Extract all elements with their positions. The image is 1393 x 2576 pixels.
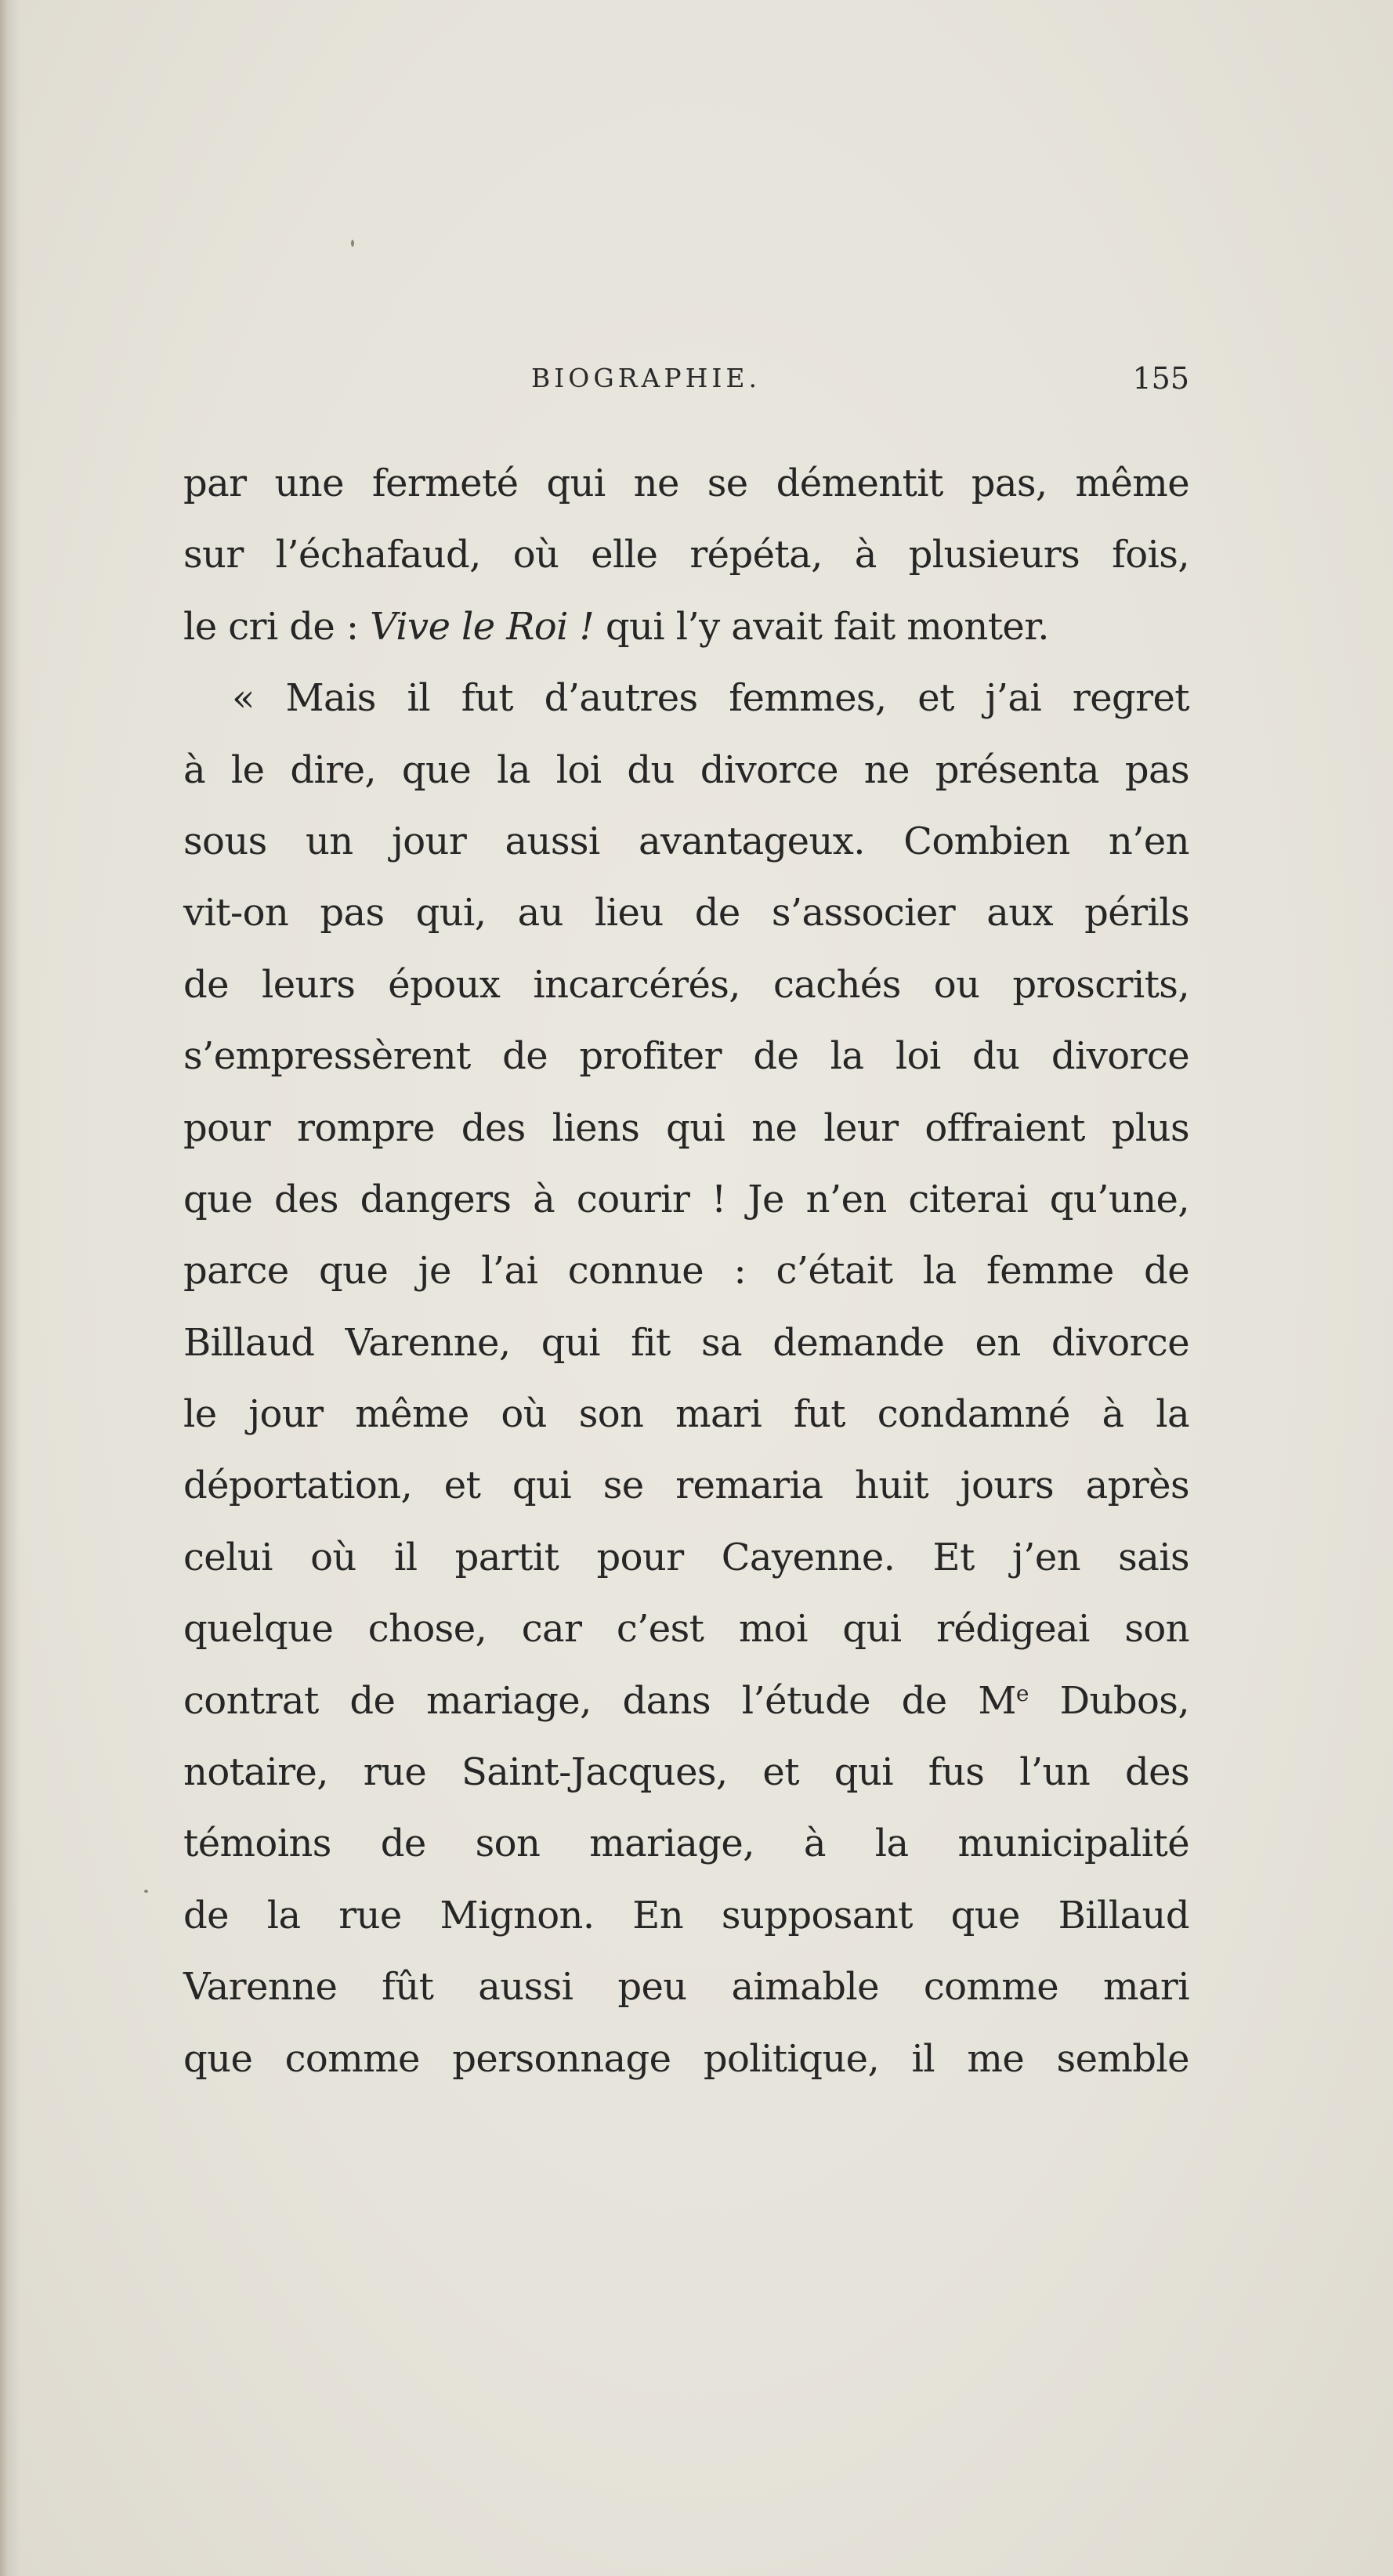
- text-line: de la rue Mignon. En supposant que Billaud: [183, 1893, 1189, 1937]
- running-title: BIOGRAPHIE.: [531, 363, 761, 393]
- text-line: quelque chose, car c’est moi qui rédigeai son: [183, 1607, 1189, 1652]
- text-line: de leurs époux incarcérés, cachés ou proscrits,: [183, 962, 1189, 1007]
- text-line: [183, 592, 1189, 663]
- text-line: que comme personnage politique, il me semble: [183, 2036, 1189, 2081]
- running-head: [183, 355, 1189, 402]
- text-line: déportation, et qui se remaria huit jours après: [183, 1463, 1189, 1508]
- text-line: à le dire, que la loi du divorce ne présenta pas: [183, 747, 1189, 792]
- italic-phrase: Vive le Roi !: [370, 604, 595, 649]
- text-line: pour rompre des liens qui ne leur offraient plus: [183, 1105, 1189, 1150]
- text-line: sur l’échafaud, où elle répéta, à plusieurs fois,: [183, 533, 1189, 577]
- page-number: 155: [1132, 361, 1189, 396]
- text-line: vit-on pas qui, au lieu de s’associer aux périls: [183, 891, 1189, 935]
- text-segment: contrat de mariage, dans l’étude de M: [183, 1678, 1016, 1723]
- text-line: s’empressèrent de profiter de la loi du divorce: [183, 1034, 1189, 1079]
- text-line: Billaud Varenne, qui fit sa demande en divorce: [183, 1320, 1189, 1365]
- text-segment: le cri de :: [183, 604, 371, 649]
- superscript: e: [1015, 1680, 1029, 1706]
- text-segment: Dubos,: [1028, 1678, 1189, 1723]
- text-line: notaire, rue Saint-Jacques, et qui fus l’un des: [183, 1750, 1189, 1795]
- text-line: témoins de son mariage, à la municipalité: [183, 1822, 1189, 1866]
- text-line: « Mais il fut d’autres femmes, et j’ai regret: [232, 676, 1189, 721]
- paper-speck: [144, 1890, 148, 1893]
- paper-speck: [351, 240, 354, 247]
- text-line: parce que je l’ai connue : c’était la femme de: [183, 1249, 1189, 1293]
- body-text: [183, 448, 1189, 2095]
- text-line: celui où il partit pour Cayenne. Et j’en sais: [183, 1535, 1189, 1579]
- text-line: le jour même où son mari fut condamné à la: [183, 1392, 1189, 1437]
- text-line: [183, 1666, 1189, 1737]
- text-line: que des dangers à courir ! Je n’en citerai qu’une,: [183, 1177, 1189, 1221]
- text-line: sous un jour aussi avantageux. Combien n’en: [183, 819, 1189, 863]
- text-segment: qui l’y avait fait monter.: [594, 604, 1049, 649]
- text-line: par une fermeté qui ne se démentit pas, même: [183, 461, 1189, 505]
- text-line: Varenne fût aussi peu aimable comme mari: [183, 1965, 1189, 2010]
- binding-shadow: [0, 0, 20, 2576]
